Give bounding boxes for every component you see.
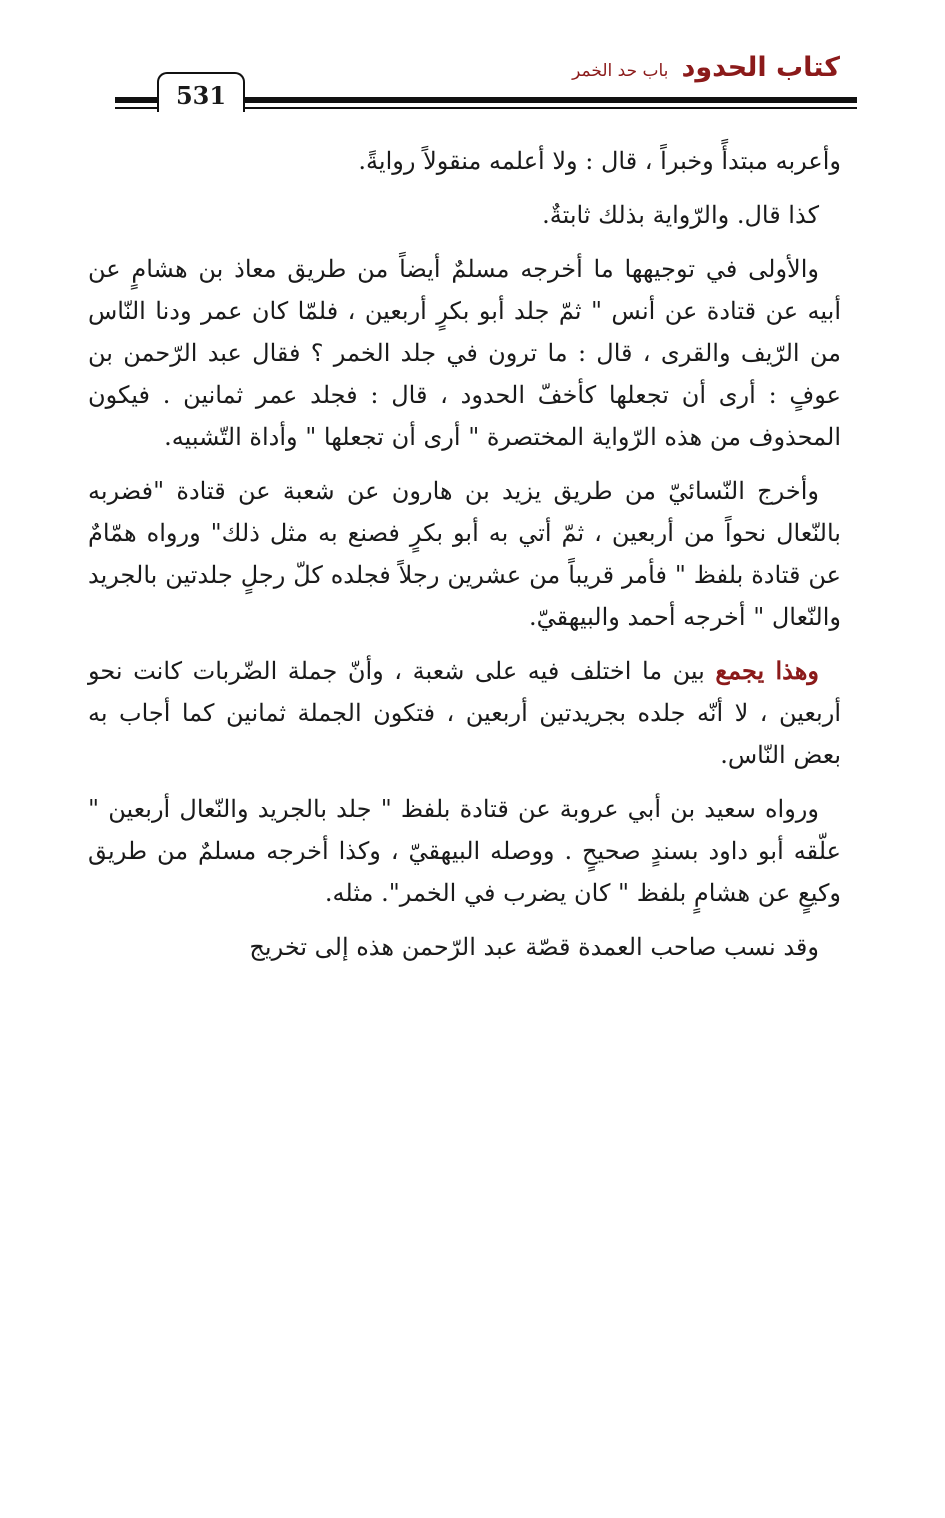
highlighted-phrase: وهذا يجمع [715, 656, 820, 685]
page-number: 531 [157, 72, 245, 112]
page-header [0, 0, 945, 120]
paragraph-text: بين ما اختلف فيه على شعبة ، وأنّ جملة الضّربات كانت نحو أربعين ، لا أنّه جلده بجريدتين أربعين ، فتكون الجملة ثمانين كما أجاب به بعض النّاس. [88, 657, 841, 769]
page-body [88, 140, 841, 980]
paragraph: وقد نسب صاحب العمدة قصّة عبد الرّحمن هذه إلى تخريج [249, 933, 819, 961]
paragraph: والأولى في توجيهها ما أخرجه مسلمٌ أيضاً من طريق معاذ بن هشامٍ عن أبيه عن قتادة عن أنس " ثمّ جلد أبو بكرٍ أربعين ، فلمّا كان عمر ودنا النّاس من الرّيف والقرى ، قال : ما ترون في جلد الخمر ؟ فقال عبد الرّحمن بن عوفٍ : أرى أن تجعلها كأخفّ الحدود ، قال : فجلد عمر ثمانين . فيكون المحذوف من هذه الرّواية المختصرة " أرى أن تجعلها " وأداة التّشبيه. [88, 255, 841, 451]
paragraph: كذا قال. والرّواية بذلك ثابتةٌ. [542, 201, 819, 229]
book-title: كتاب الحدود [681, 52, 840, 83]
paragraph [88, 650, 841, 776]
chapter-title: باب حد الخمر [572, 61, 669, 81]
running-title [572, 52, 840, 83]
paragraph: وأخرج النّسائيّ من طريق يزيد بن هارون عن شعبة عن قتادة "فضربه بالنّعال نحواً من أربعين ، ثمّ أتي به أبو بكرٍ فصنع به مثل ذلك" ورواه همّامٌ عن قتادة بلفظ " فأمر قريباً من عشرين رجلاً فجلده كلّ رجلٍ جلدتين بالجريد والنّعال " أخرجه أحمد والبيهقيّ. [88, 477, 842, 631]
paragraph: وأعربه مبتدأً وخبراً ، قال : ولا أعلمه منقولاً روايةً. [358, 147, 841, 175]
paragraph: ورواه سعيد بن أبي عروبة عن قتادة بلفظ " جلد بالجريد والنّعال أربعين " علّقه أبو داود بسندٍ صحيحٍ . ووصله البيهقيّ ، وكذا أخرجه مسلمٌ من طريق وكيعٍ عن هشامٍ بلفظ " كان يضرب في الخمر". مثله. [88, 795, 841, 907]
